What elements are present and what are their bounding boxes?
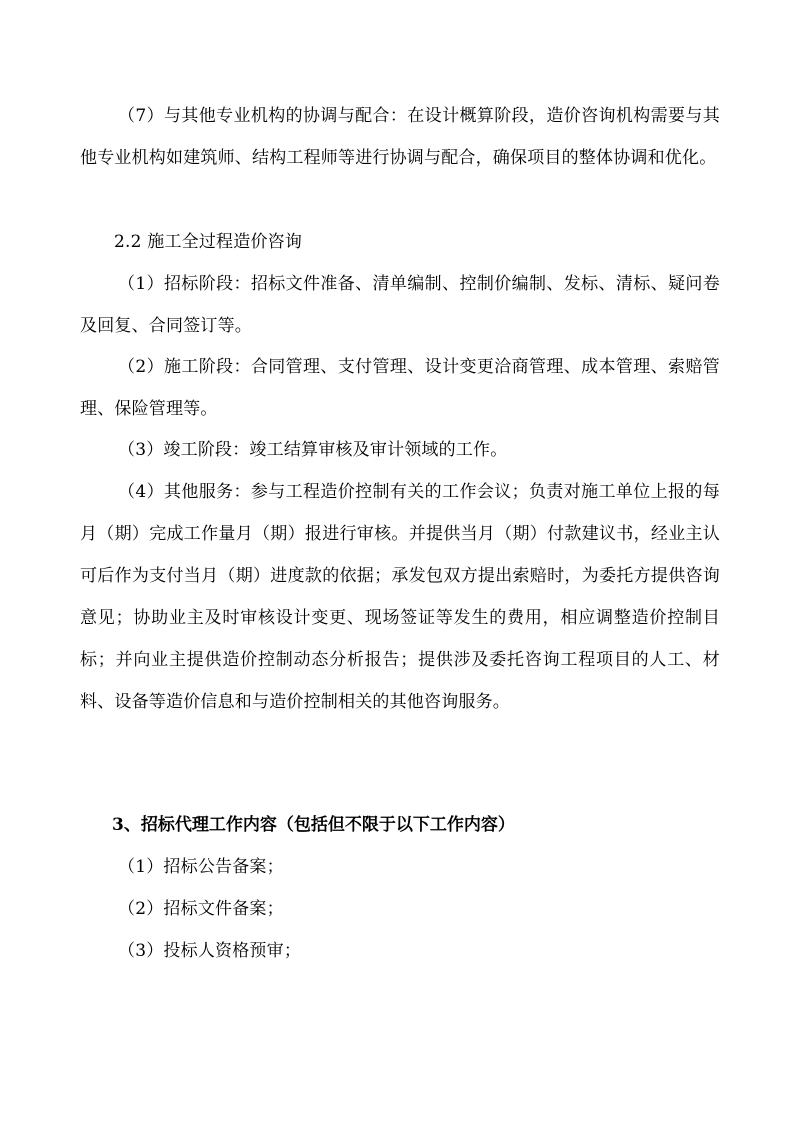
list-item: （3）投标人资格预审； bbox=[118, 941, 302, 961]
paragraph-construction-stage: （2）施工阶段：合同管理、支付管理、设计变更洽商管理、成本管理、索赔管理、保险管理等。 bbox=[80, 357, 720, 419]
list-item: （2）招标文件备案； bbox=[118, 899, 284, 919]
paragraph-other-services: （4）其他服务：参与工程造价控制有关的工作会议；负责对施工单位上报的每月（期）完成工作量月（期）报进行审核。并提供当月（期）付款建议书，经业主认可后作为支付当月（期）进度款的依据；承发包双方提出索赔时，为委托方提供咨询意见；协助业主及时审核设计变更、现场签证等发生的费用，相应调整造价控制目标；并向业主提供造价控制动态分析报告；提供涉及委托咨询工程项目的人工、材料、设备等造价信息和与造价控制相关的其他咨询服务。 bbox=[80, 482, 720, 712]
section-heading-3: 3、招标代理工作内容（包括但不限于以下工作内容） bbox=[112, 815, 515, 835]
paragraph-bidding-stage: （1）招标阶段：招标文件准备、清单编制、控制价编制、发标、清标、疑问卷及回复、合同签订等。 bbox=[80, 274, 720, 336]
paragraph-completion-stage: （3）竣工阶段：竣工结算审核及审计领域的工作。 bbox=[118, 440, 508, 460]
paragraph-coordination: （7）与其他专业机构的协调与配合：在设计概算阶段，造价咨询机构需要与其他专业机构如建筑师、结构工程师等进行协调与配合，确保项目的整体协调和优化。 bbox=[80, 106, 720, 168]
list-item: （1）招标公告备案； bbox=[118, 857, 284, 877]
section-heading-2-2: 2.2 施工全过程造价咨询 bbox=[114, 232, 303, 252]
